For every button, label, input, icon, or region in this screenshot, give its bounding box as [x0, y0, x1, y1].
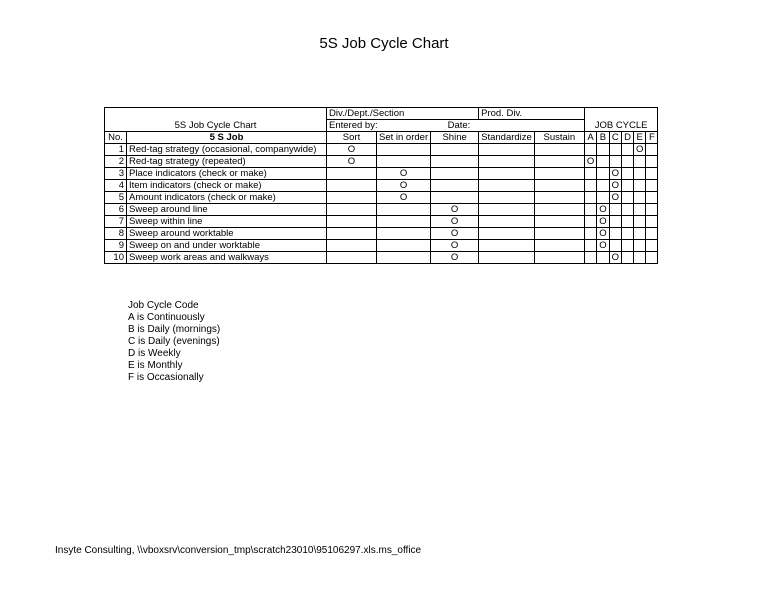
- legend-item: B is Daily (mornings): [128, 324, 221, 335]
- cell-sus: [534, 240, 584, 252]
- cell-shine: O: [431, 228, 479, 240]
- cell-e: [634, 252, 646, 264]
- cell-no: 9: [105, 240, 127, 252]
- col-sort: Sort: [327, 132, 377, 144]
- col-standardize: Standardize: [479, 132, 535, 144]
- cell-e: [634, 192, 646, 204]
- cell-set: [377, 156, 431, 168]
- cell-b: O: [597, 228, 609, 240]
- cell-e: O: [634, 144, 646, 156]
- cell-std: [479, 180, 535, 192]
- job-cycle-label: JOB CYCLE: [594, 120, 648, 131]
- cell-std: [479, 252, 535, 264]
- prod-div-label: Prod. Div.: [481, 108, 523, 119]
- div-dept-section-cell: [327, 108, 479, 120]
- cell-std: [479, 144, 535, 156]
- cell-c: O: [609, 180, 621, 192]
- cell-std: [479, 240, 535, 252]
- cell-no: 6: [105, 204, 127, 216]
- table-row: [105, 228, 658, 240]
- cell-d: [622, 144, 634, 156]
- table-row: [105, 252, 658, 264]
- cell-shine: O: [431, 252, 479, 264]
- cell-c: [609, 156, 621, 168]
- cell-d: [622, 204, 634, 216]
- cell-job: Sweep around worktable: [127, 228, 327, 240]
- entered-by-label: Entered by:: [329, 120, 378, 131]
- cell-e: [634, 204, 646, 216]
- cell-sus: [534, 252, 584, 264]
- cell-b: [597, 192, 609, 204]
- col-b: B: [597, 132, 609, 144]
- cell-sort: O: [327, 144, 377, 156]
- cell-f: [646, 204, 658, 216]
- cell-set: O: [377, 168, 431, 180]
- cell-job: Red-tag strategy (repeated): [127, 156, 327, 168]
- footer-path: Insyte Consulting, \\vboxsrv\conversion_tmp\scratch23010\95106297.xls.ms_office: [55, 545, 422, 556]
- cell-sus: [534, 204, 584, 216]
- col-e: E: [634, 132, 646, 144]
- cell-f: [646, 216, 658, 228]
- cell-set: [377, 204, 431, 216]
- legend-item: A is Continuously: [128, 312, 205, 323]
- cell-a: O: [584, 156, 596, 168]
- cell-sus: [534, 156, 584, 168]
- cell-b: [597, 168, 609, 180]
- table-row: [105, 168, 658, 180]
- cell-c: [609, 144, 621, 156]
- cell-d: [622, 228, 634, 240]
- table-row: [105, 144, 658, 156]
- cell-a: [584, 204, 596, 216]
- cell-e: [634, 156, 646, 168]
- cell-b: [597, 180, 609, 192]
- cell-e: [634, 240, 646, 252]
- cell-std: [479, 228, 535, 240]
- div-dept-section-label: Div./Dept./Section: [329, 108, 405, 119]
- cell-sus: [534, 216, 584, 228]
- cell-sort: [327, 252, 377, 264]
- cell-d: [622, 156, 634, 168]
- cell-std: [479, 156, 535, 168]
- table-row: [105, 204, 658, 216]
- col-a: A: [584, 132, 596, 144]
- job-cycle-cell: [584, 108, 658, 132]
- chart-label-cell: [105, 108, 327, 132]
- cell-shine: [431, 156, 479, 168]
- cell-a: [584, 144, 596, 156]
- cell-shine: O: [431, 240, 479, 252]
- table-row: [105, 180, 658, 192]
- cell-a: [584, 168, 596, 180]
- cell-b: [597, 156, 609, 168]
- legend-item: F is Occasionally: [128, 372, 204, 383]
- cell-e: [634, 180, 646, 192]
- cell-set: O: [377, 180, 431, 192]
- cell-c: [609, 228, 621, 240]
- cell-sort: [327, 192, 377, 204]
- col-job: 5 S Job: [127, 132, 327, 144]
- cell-sort: [327, 216, 377, 228]
- cell-a: [584, 216, 596, 228]
- job-cycle-table: [104, 107, 658, 264]
- cell-d: [622, 240, 634, 252]
- cell-e: [634, 168, 646, 180]
- cell-job: Place indicators (check or make): [127, 168, 327, 180]
- col-shine: Shine: [431, 132, 479, 144]
- cell-std: [479, 168, 535, 180]
- table-row: [105, 240, 658, 252]
- cell-f: [646, 180, 658, 192]
- cell-sort: [327, 240, 377, 252]
- cell-set: [377, 240, 431, 252]
- col-d: D: [622, 132, 634, 144]
- cell-shine: [431, 180, 479, 192]
- legend-item: C is Daily (evenings): [128, 336, 220, 347]
- chart-label: 5S Job Cycle Chart: [174, 120, 257, 131]
- cell-job: Amount indicators (check or make): [127, 192, 327, 204]
- col-set-in-order: Set in order: [377, 132, 431, 144]
- cell-sus: [534, 168, 584, 180]
- cell-job: Sweep around line: [127, 204, 327, 216]
- cell-sort: [327, 180, 377, 192]
- cell-shine: [431, 192, 479, 204]
- cell-sort: O: [327, 156, 377, 168]
- cell-job: Sweep on and under worktable: [127, 240, 327, 252]
- cell-a: [584, 240, 596, 252]
- job-cycle-code-legend: [128, 300, 220, 384]
- col-no: No.: [105, 132, 127, 144]
- legend-heading: Job Cycle Code: [128, 300, 199, 311]
- page-title: 5S Job Cycle Chart: [319, 35, 449, 52]
- cell-no: 3: [105, 168, 127, 180]
- cell-sus: [534, 228, 584, 240]
- legend-item: D is Weekly: [128, 348, 181, 359]
- cell-no: 1: [105, 144, 127, 156]
- cell-f: [646, 168, 658, 180]
- column-header-row: [105, 132, 658, 144]
- date-label: Date:: [447, 120, 471, 131]
- cell-f: [646, 240, 658, 252]
- cell-b: [597, 144, 609, 156]
- cell-no: 7: [105, 216, 127, 228]
- cell-sus: [534, 144, 584, 156]
- cell-std: [479, 216, 535, 228]
- cell-a: [584, 192, 596, 204]
- cell-d: [622, 168, 634, 180]
- cell-set: [377, 216, 431, 228]
- table-row: [105, 216, 658, 228]
- col-sustain: Sustain: [534, 132, 584, 144]
- cell-e: [634, 216, 646, 228]
- cell-std: [479, 192, 535, 204]
- cell-b: O: [597, 240, 609, 252]
- cell-job: Sweep within line: [127, 216, 327, 228]
- cell-shine: O: [431, 216, 479, 228]
- cell-b: O: [597, 204, 609, 216]
- cell-set: [377, 252, 431, 264]
- cell-a: [584, 228, 596, 240]
- cell-set: [377, 228, 431, 240]
- table-row: [105, 156, 658, 168]
- cell-shine: [431, 168, 479, 180]
- cell-c: O: [609, 252, 621, 264]
- cell-shine: O: [431, 204, 479, 216]
- cell-no: 5: [105, 192, 127, 204]
- cell-sort: [327, 228, 377, 240]
- cell-no: 10: [105, 252, 127, 264]
- cell-b: O: [597, 216, 609, 228]
- cell-d: [622, 192, 634, 204]
- cell-b: [597, 252, 609, 264]
- cell-no: 2: [105, 156, 127, 168]
- cell-c: [609, 216, 621, 228]
- cell-f: [646, 144, 658, 156]
- cell-f: [646, 228, 658, 240]
- cell-job: Sweep work areas and walkways: [127, 252, 327, 264]
- cell-sus: [534, 180, 584, 192]
- cell-f: [646, 192, 658, 204]
- cell-shine: [431, 144, 479, 156]
- cell-d: [622, 180, 634, 192]
- cell-f: [646, 252, 658, 264]
- cell-d: [622, 252, 634, 264]
- cell-sus: [534, 192, 584, 204]
- cell-no: 8: [105, 228, 127, 240]
- cell-sort: [327, 204, 377, 216]
- cell-set: O: [377, 192, 431, 204]
- cell-a: [584, 252, 596, 264]
- cell-job: Red-tag strategy (occasional, companywide): [127, 144, 327, 156]
- cell-c: O: [609, 168, 621, 180]
- cell-job: Item indicators (check or make): [127, 180, 327, 192]
- cell-f: [646, 156, 658, 168]
- cell-sort: [327, 168, 377, 180]
- cell-set: [377, 144, 431, 156]
- cell-c: O: [609, 192, 621, 204]
- cell-a: [584, 180, 596, 192]
- cell-d: [622, 216, 634, 228]
- cell-std: [479, 204, 535, 216]
- cell-c: [609, 204, 621, 216]
- prod-div-cell: [479, 108, 585, 120]
- cell-no: 4: [105, 180, 127, 192]
- col-c: C: [609, 132, 621, 144]
- cell-c: [609, 240, 621, 252]
- entered-by-cell: [327, 120, 585, 132]
- cell-e: [634, 228, 646, 240]
- legend-item: E is Monthly: [128, 360, 183, 371]
- col-f: F: [646, 132, 658, 144]
- table-row: [105, 192, 658, 204]
